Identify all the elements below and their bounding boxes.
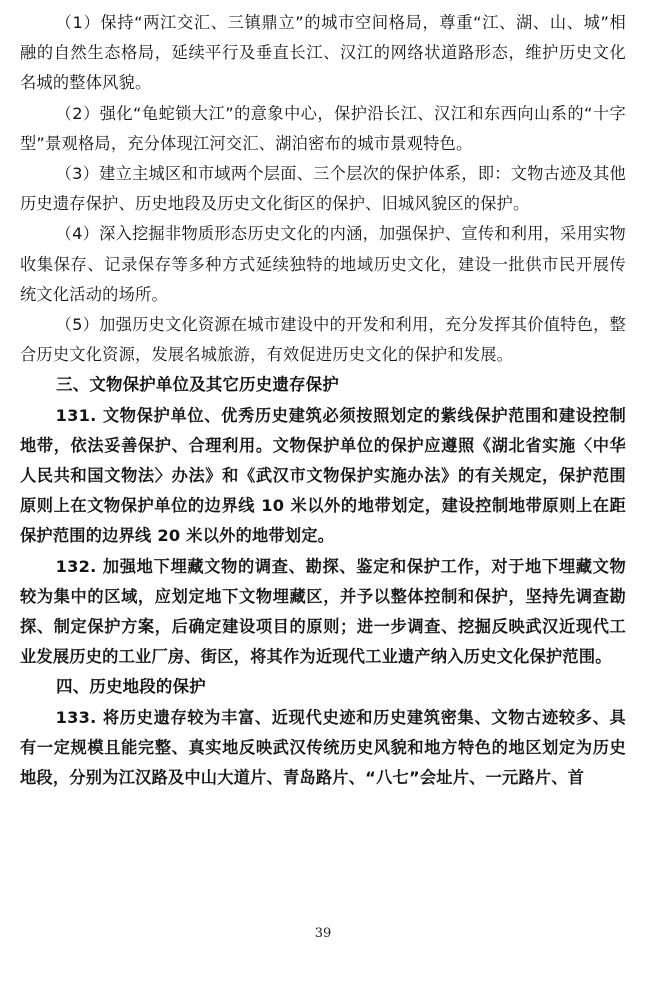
page-number: 39 xyxy=(314,926,332,941)
article-131: 131. 文物保护单位、优秀历史建筑必须按照划定的紫线保护范围和建设控制地带，依法妥善保护、合理利用。文物保护单位的保护应遵照《湖北省实施〈中华人民共和国文物法〉办法》和《武汉市文物保护实施办法》的有关规定，保护范围原则上在文物保护单位的边界线 10 米以外的地带划定，建设控制地带原则上在距保护范围的边界线 20 米以外的地带划定。 xyxy=(20,405,626,546)
paragraph-1: （1）保持“两江交汇、三镇鼎立”的城市空间格局，尊重“江、湖、山、城”相融的自然生态格局，延续平行及垂直长江、汉江的网络状道路形态，维护历史文化名城的整体风貌。 xyxy=(20,13,626,93)
paragraph-5: （5）加强历史文化资源在城市建设中的开发和利用，充分发挥其价值特色，整合历史文化资源，发展名城旅游，有效促进历史文化的保护和发展。 xyxy=(20,315,626,365)
section-heading-3: 三、文物保护单位及其它历史遗存保护 xyxy=(56,375,339,395)
section-heading-4: 四、历史地段的保护 xyxy=(56,677,206,697)
document-body xyxy=(20,8,626,793)
paragraph-3: （3）建立主城区和市域两个层面、三个层次的保护体系，即：文物古迹及其他历史遗存保护、历史地段及历史文化街区的保护、旧城风貌区的保护。 xyxy=(20,164,626,214)
article-132: 132. 加强地下埋藏文物的调查、勘探、鉴定和保护工作，对于地下埋藏文物较为集中的区域，应划定地下文物埋藏区，并予以整体控制和保护，坚持先调查勘探、制定保护方案，后确定建设项目的原则；进一步调查、挖掘反映武汉近现代工业发展历史的工业厂房、街区，将其作为近现代工业遗产纳入历史文化保护范围。 xyxy=(20,556,626,667)
article-133: 133. 将历史遗存较为丰富、近现代史迹和历史建筑密集、文物古迹较多、具有一定规模且能完整、真实地反映武汉传统历史风貌和地方特色的地区划定为历史地段，分别为江汉路及中山大道片、青岛路片、“八七”会址片、一元路片、首 xyxy=(20,707,626,788)
paragraph-4: （4）深入挖掘非物质形态历史文化的内涵，加强保护、宣传和利用，采用实物收集保存、记录保存等多种方式延续独特的地域历史文化，建设一批供市民开展传统文化活动的场所。 xyxy=(20,224,626,304)
paragraph-2: （2）强化“龟蛇锁大江”的意象中心，保护沿长江、汉江和东西向山系的“十字型”景观格局，充分体现江河交汇、湖泊密布的城市景观特色。 xyxy=(20,103,626,153)
